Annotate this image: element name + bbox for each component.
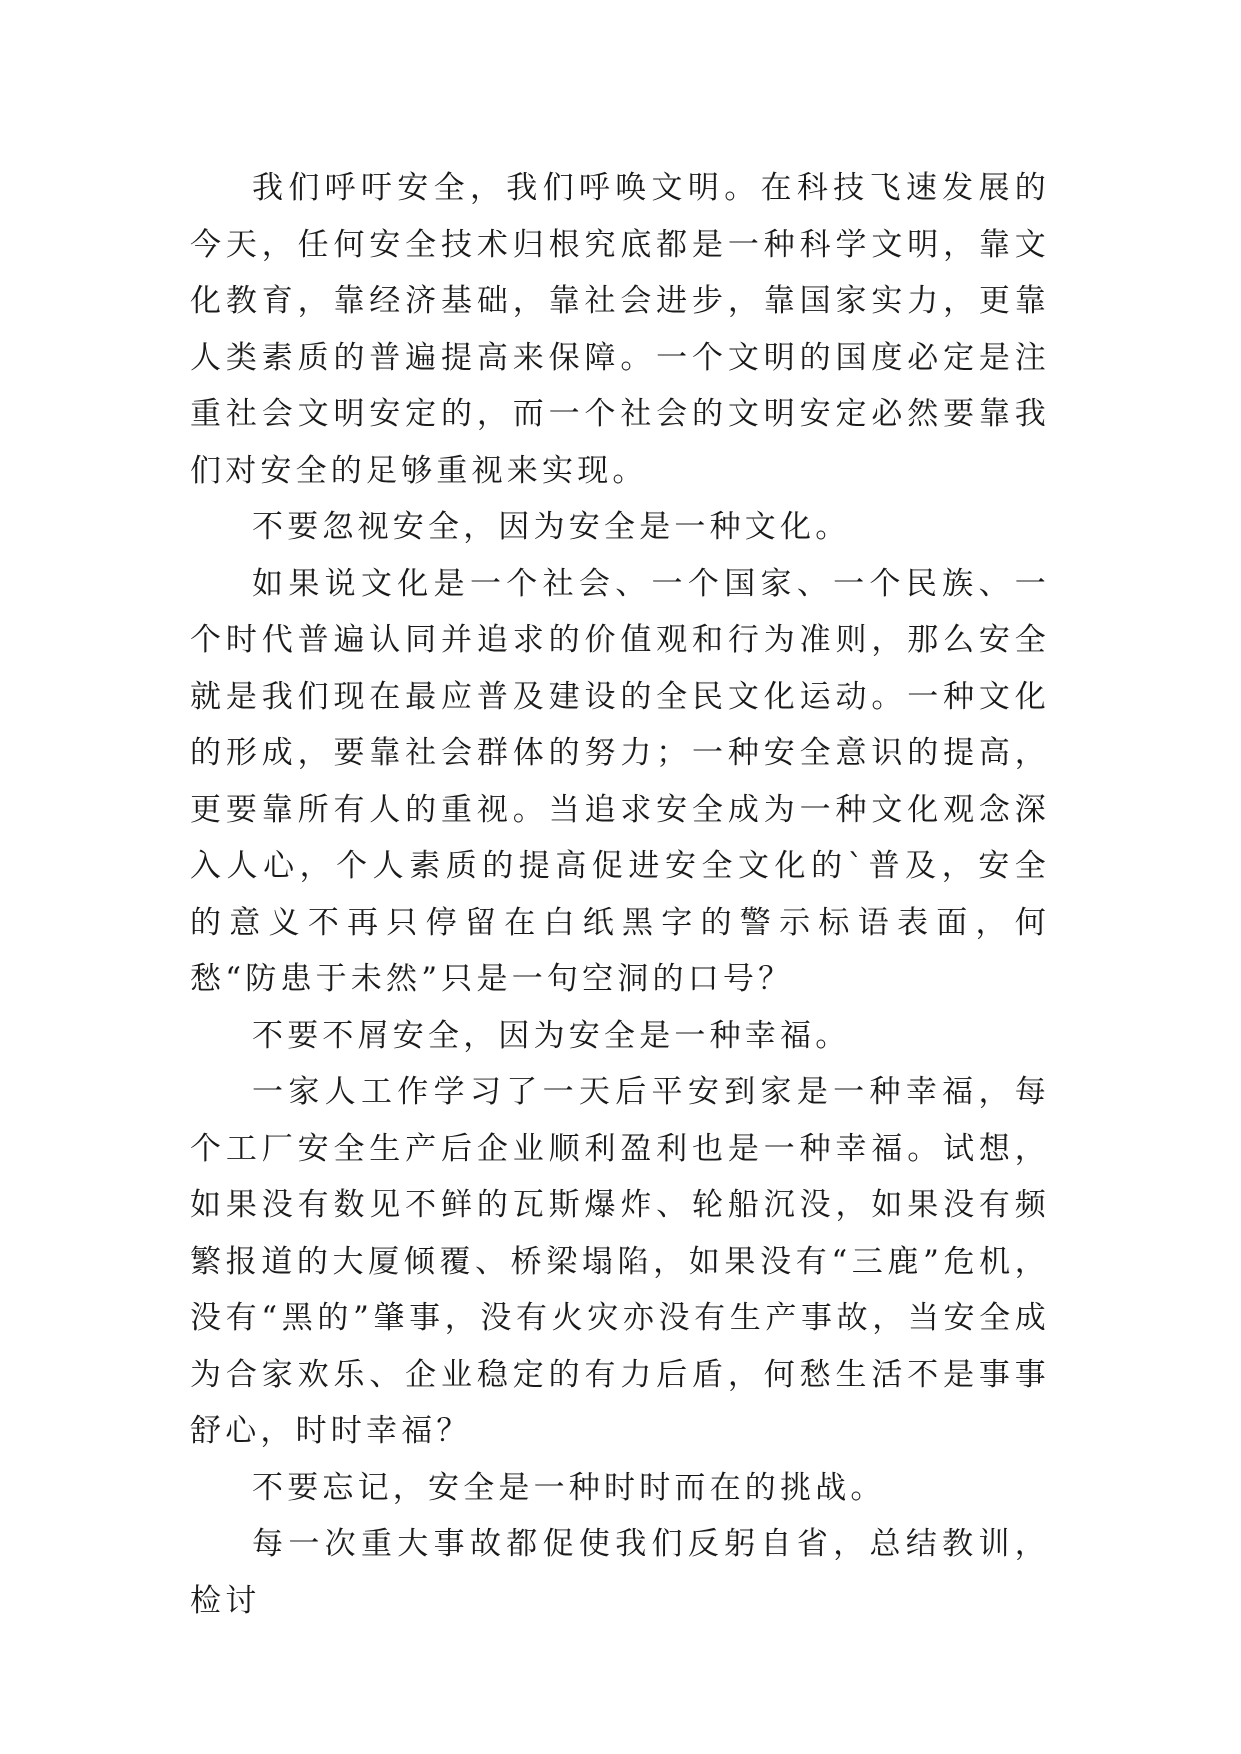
paragraph-1: 我们呼吁安全，我们呼唤文明。在科技飞速发展的今天，任何安全技术归根究底都是一种科学文明，靠文化教育，靠经济基础，靠社会进步，靠国家实力，更靠人类素质的普遍提高来保障。一个文明的国度必定是注重社会文明安定的，而一个社会的文明安定必然要靠我们对安全的足够重视来实现。: [190, 170, 1050, 489]
paragraph-2: 不要忽视安全，因为安全是一种文化。: [252, 509, 851, 545]
paragraph-5: 一家人工作学习了一天后平安到家是一种幸福，每个工厂安全生产后企业顺利盈利也是一种幸福。试想，如果没有数见不鲜的瓦斯爆炸、轮船沉没，如果没有频繁报道的大厦倾覆、桥梁塌陷，如果没有“三鹿”危机，没有“黑的”肇事，没有火灾亦没有生产事故，当安全成为合家欢乐、企业稳定的有力后盾，何愁生活不是事事舒心，时时幸福？: [190, 1074, 1050, 1449]
paragraph-6: 不要忘记，安全是一种时时而在的挑战。: [252, 1469, 886, 1506]
paragraph-4: 不要不屑安全，因为安全是一种幸福。: [252, 1017, 851, 1054]
document-body: [190, 160, 1050, 1629]
paragraph-3: 如果说文化是一个社会、一个国家、一个民族、一个时代普遍认同并追求的价值观和行为准则，那么安全就是我们现在最应普及建设的全民文化运动。一种文化的形成，要靠社会群体的努力；一种安全意识的提高，更要靠所有人的重视。当追求安全成为一种文化观念深入人心，个人素质的提高促进安全文化的`普及，安全的意义不再只停留在白纸黑字的警示标语表面，何愁“防患于未然”只是一句空洞的口号？: [190, 565, 1050, 997]
paragraph-7: 每一次重大事故都促使我们反躬自省，总结教训，检讨: [190, 1526, 1050, 1619]
